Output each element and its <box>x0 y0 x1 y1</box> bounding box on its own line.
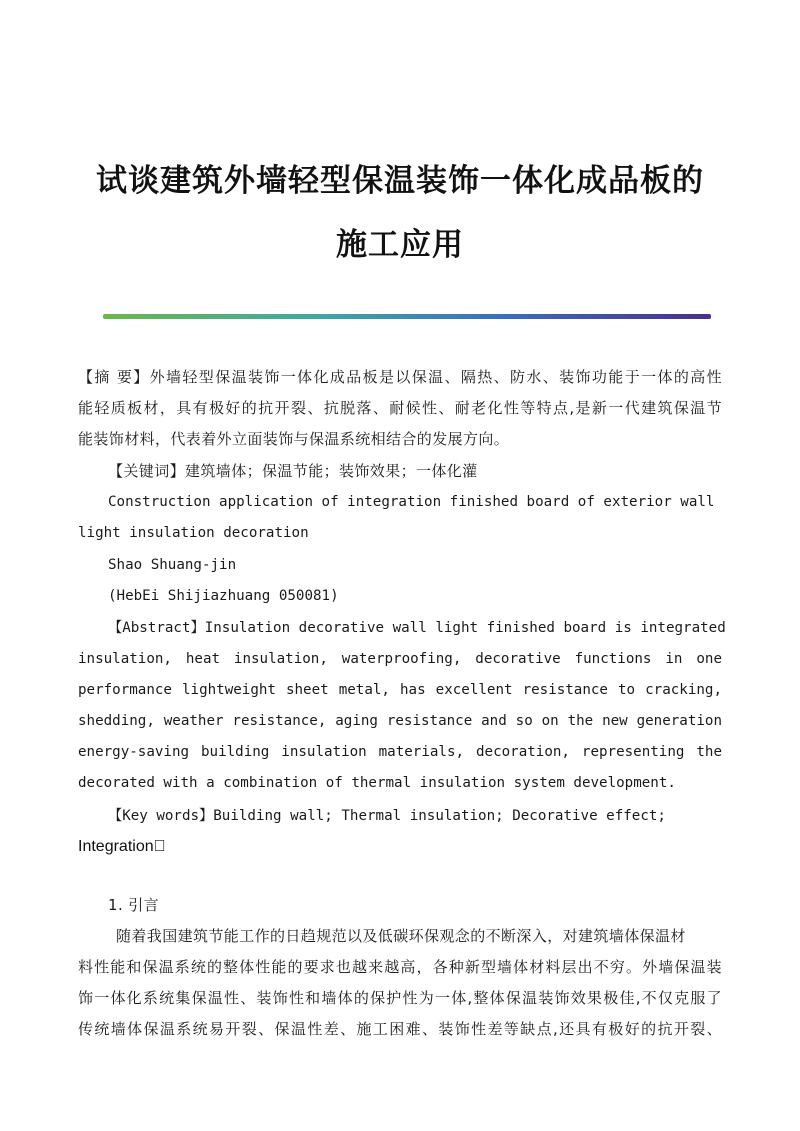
section-body-line: 料性能和保温系统的整体性能的要求也越来越高，各种新型墙体材料层出不穷。外墙保温装 <box>78 958 722 976</box>
title-divider <box>103 314 711 319</box>
english-title-line-1: Construction application of integration finished board of exterior wall <box>108 494 715 510</box>
abstract-cn-line: 能装饰材料，代表着外立面装饰与保温系统相结合的发展方向。 <box>78 430 510 448</box>
author-affiliation: (HebEi Shijiazhuang 050081) <box>108 588 339 604</box>
abstract-cn-line: 能轻质板材，具有极好的抗开裂、抗脱落、耐候性、耐老化性等特点,是新一代建筑保温节 <box>78 399 722 417</box>
document-title-line-2: 施工应用 <box>336 227 464 263</box>
keywords-en-line-2: Integration  <box>78 838 166 855</box>
section-body-line: 饰一体化系统集保温性、装饰性和墙体的保护性为一体,整体保温装饰效果极佳,不仅克服了 <box>78 989 722 1007</box>
english-title-line-2: light insulation decoration <box>78 525 309 541</box>
abstract-cn <box>78 362 722 455</box>
abstract-en-line: energy-saving building insulation materials, decoration, representing the <box>78 744 722 760</box>
abstract-en-line: decorated with a combination of thermal insulation system development. <box>78 775 676 791</box>
section-body-line: 随着我国建筑节能工作的日趋规范以及低碳环保观念的不断深入，对建筑墙体保温材 <box>116 927 686 945</box>
abstract-cn-line: 【摘 要】外墙轻型保温装饰一体化成品板是以保温、隔热、防水、装饰功能于一体的高性 <box>78 368 722 386</box>
abstract-en <box>78 613 726 799</box>
abstract-en-line: shedding, weather resistance, aging resistance and so on the new generation <box>78 713 722 729</box>
document-title-line-1: 试谈建筑外墙轻型保温装饰一体化成品板的 <box>96 163 704 199</box>
abstract-en-line: performance lightweight sheet metal, has excellent resistance to cracking, <box>78 682 722 698</box>
section-body-line: 传统墙体保温系统易开裂、保温性差、施工困难、装饰性差等缺点,还具有极好的抗开裂、 <box>78 1020 722 1038</box>
abstract-en-line: insulation, heat insulation, waterproofing, decorative functions in one <box>78 651 722 667</box>
keywords-en-line-1: 【Key words】Building wall; Thermal insulation; Decorative effect; <box>108 808 666 824</box>
abstract-en-line: 【Abstract】Insulation decorative wall light finished board is integrated <box>108 620 726 636</box>
section-body <box>78 921 722 1045</box>
author-name: Shao Shuang-jin <box>108 557 237 573</box>
section-heading: 1. 引言 <box>108 896 160 914</box>
keywords-cn: 【关键词】建筑墙体；保温节能；装饰效果；一体化灌 <box>108 462 478 480</box>
